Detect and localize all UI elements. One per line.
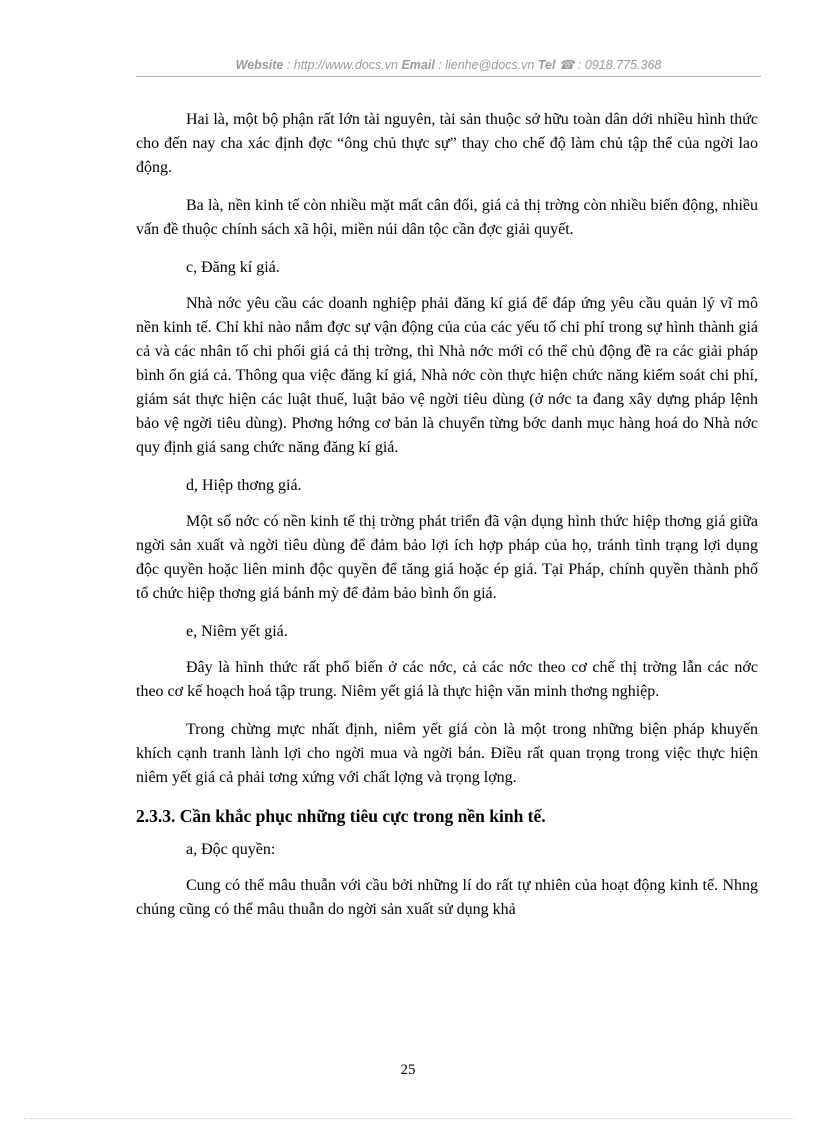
- paragraph-hai-la: Hai là, một bộ phận rất lớn tài nguyên, tài sản thuộc sở hữu toàn dân dới nhiều hình thức cho đến nay cha xác định đợc “ông chủ thực sự” thay cho chế độ làm chủ tập thể của ngời lao động.: [136, 111, 758, 176]
- paragraph-dang-ki-gia: Nhà nớc yêu cầu các doanh nghiệp phải đăng kí giá để đáp ứng yêu cầu quản lý vĩ mô nền kinh tế. Chỉ khi nào nắm đợc sự vận động của của các yếu tố chi phí trong sự hình thành giá cả và các nhân tố chi phối giá cả thị trờng, thì Nhà nớc mới có thể chủ động đề ra các giải pháp bình ổn giá cả. Thông qua việc đăng kí giá, Nhà nớc còn thực hiện chức năng kiểm soát chi phí, giám sát thực hiện các luật thuế, luật bảo vệ ngời tiêu dùng (ở nớc ta đang xây dựng pháp lệnh bảo vệ ngời tiêu dùng). Phơng hớng cơ bản là chuyển từng bớc danh mục hàng hoá do Nhà nớc quy định giá sang chức năng đăng kí giá.: [136, 295, 758, 456]
- email-label: Email: [401, 58, 435, 72]
- paragraph-trong-chung-muc: Trong chừng mực nhất định, niêm yết giá còn là một trong những biện pháp khuyến khích cạnh tranh lành lợi cho ngời mua và ngời bán. Điều rất quan trọng trong việc thực hiện niêm yết giá cả phải tơng xứng với chất lợng và trọng lợng.: [136, 721, 758, 786]
- tel-value: ☎ : 0918.775.368: [555, 58, 662, 72]
- subheading-dang-ki-gia: c, Đăng kí giá.: [186, 259, 280, 276]
- paragraph-hiep-thuong-gia: Một số nớc có nền kinh tế thị trờng phát triển đã vận dụng hình thức hiệp thơng giá giữa ngời sản xuất và ngời tiêu dùng để đảm bảo lợi ích hợp pháp của họ, tránh tình trạng lợi dụng độc quyền hoặc liên minh độc quyền để tăng giá hoặc ép giá. Tại Pháp, chính quyền thành phố tổ chức hiệp thơng giá bánh mỳ để đảm bảo bình ổn giá.: [136, 513, 758, 602]
- subheading-niem-yet-gia: e, Niêm yết giá.: [186, 623, 288, 640]
- page-number: 25: [400, 1062, 416, 1078]
- email-value: : lienhe@docs.vn: [434, 58, 538, 72]
- paragraph-ba-la: Ba là, nền kinh tế còn nhiều mặt mất cân đối, giá cả thị trờng còn nhiều biến động, nhiều vấn đề thuộc chính sách xã hội, miền núi dân tộc cần đợc giải quyết.: [136, 197, 758, 238]
- subheading-hiep-thuong-gia: d, Hiệp thơng giá.: [186, 477, 302, 494]
- footer-divider: [24, 1118, 794, 1119]
- page-header: [136, 57, 761, 72]
- paragraph-cung-cau: Cung có thể mâu thuẫn với cầu bởi những lí do rất tự nhiên của hoạt động kinh tế. Nhng chúng cũng có thể mâu thuẫn do ngời sản xuất sử dụng khả: [136, 877, 758, 918]
- website-label: Website: [235, 58, 284, 72]
- document-body: [136, 108, 758, 936]
- subheading-doc-quyen: a, Độc quyền:: [186, 841, 276, 858]
- paragraph-niem-yet-gia: Đây là hình thức rất phổ biến ở các nớc, cả các nớc theo cơ chế thị trờng lẫn các nớc theo cơ kế hoạch hoá tập trung. Niêm yết giá là thực hiện văn minh thơng nghiệp.: [136, 659, 758, 700]
- header-divider: [136, 76, 761, 77]
- section-heading: 2.3.3. Cần khắc phục những tiêu cực trong nền kinh tế.: [136, 806, 546, 826]
- website-value: : http://www.docs.vn: [283, 58, 402, 72]
- tel-label: Tel: [537, 58, 556, 72]
